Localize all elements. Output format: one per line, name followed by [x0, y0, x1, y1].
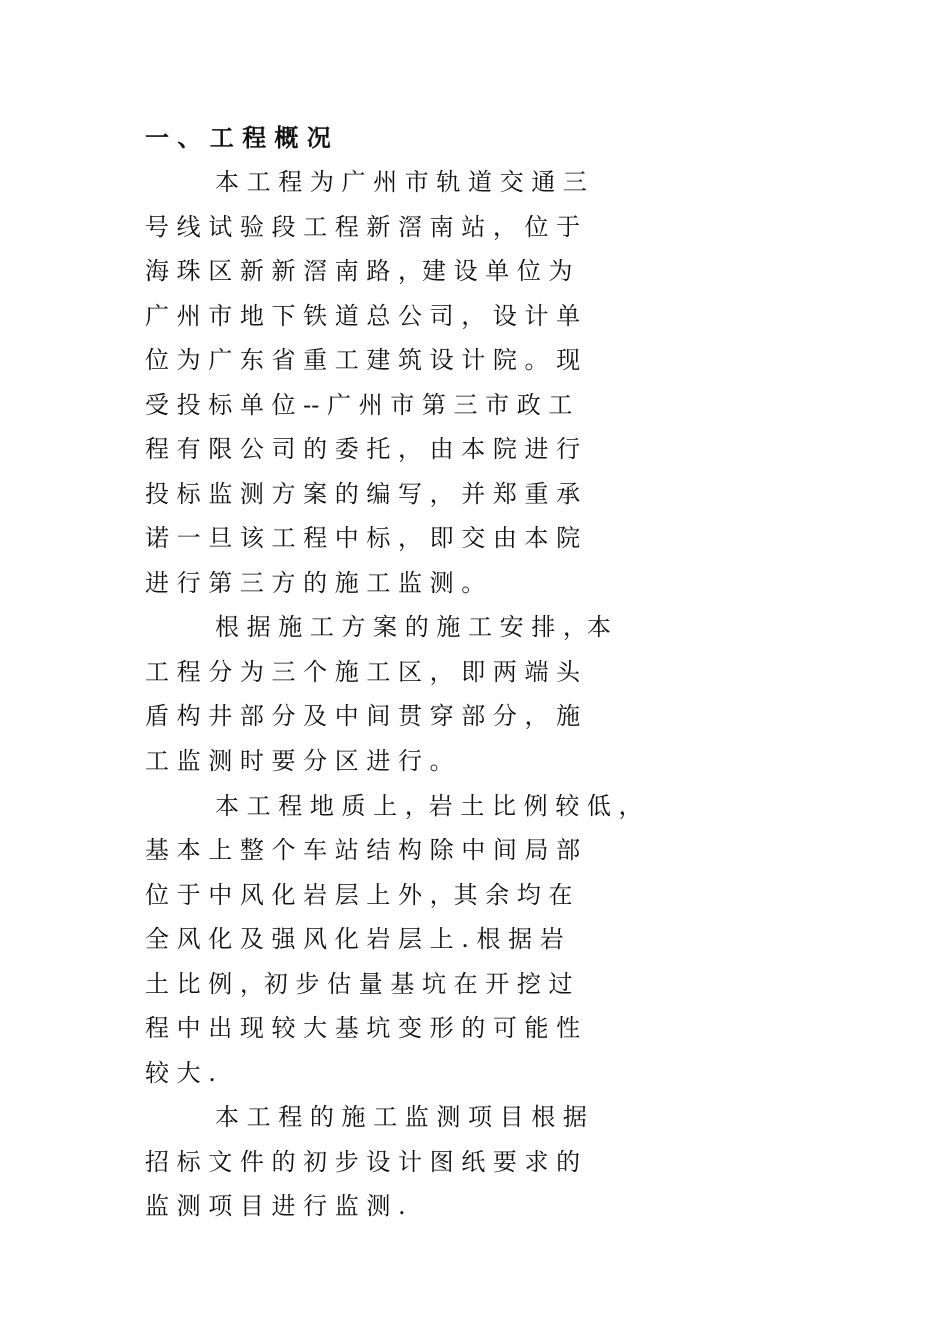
- paragraph-line: 海 珠 区 新 新 滘 南 路 ，建 设 单 位 为: [145, 257, 573, 285]
- paragraph-line: 号 线 试 验 段 工 程 新 滘 南 站 ， 位 于: [145, 213, 581, 241]
- paragraph-line: 程 有 限 公 司 的 委 托 ， 由 本 院 进 行: [145, 435, 581, 463]
- paragraph-line: 受 投 标 单 位 -- 广 州 市 第 三 市 政 工: [145, 391, 573, 419]
- paragraph-line: 根 据 施 工 方 案 的 施 工 安 排 ，本: [215, 613, 611, 641]
- paragraph-line: 程 中 出 现 较 大 基 坑 变 形 的 可 能 性: [145, 1014, 581, 1042]
- paragraph-line: 较 大 .: [145, 1059, 216, 1087]
- section-heading: 一 、 工 程 概 况: [145, 123, 331, 152]
- paragraph-line: 位 于 中 风 化 岩 层 上 外 ，其 余 均 在: [145, 881, 573, 909]
- paragraph-line: 本 工 程 地 质 上 ，岩 土 比 例 较 低 ，: [215, 792, 643, 820]
- paragraph-line: 本 工 程 的 施 工 监 测 项 目 根 据: [215, 1103, 587, 1131]
- paragraph-line: 盾 构 井 部 分 及 中 间 贯 穿 部 分 ， 施: [145, 702, 581, 730]
- paragraph-line: 工 监 测 时 要 分 区 进 行 。: [145, 747, 454, 775]
- paragraph-line: 诺 一 旦 该 工 程 中 标 ， 即 交 由 本 院: [145, 524, 581, 552]
- paragraph-line: 投 标 监 测 方 案 的 编 写 ， 并 郑 重 承: [145, 480, 581, 508]
- paragraph-line: 土 比 例 ，初 步 估 量 基 坑 在 开 挖 过: [145, 970, 573, 998]
- paragraph-line: 本 工 程 为 广 州 市 轨 道 交 通 三: [215, 168, 587, 196]
- paragraph-line: 基 本 上 整 个 车 站 结 构 除 中 间 局 部: [145, 836, 581, 864]
- paragraph-line: 广 州 市 地 下 铁 道 总 公 司 ， 设 计 单: [145, 302, 581, 330]
- paragraph-line: 进 行 第 三 方 的 施 工 监 测 。: [145, 569, 486, 597]
- paragraph-line: 招 标 文 件 的 初 步 设 计 图 纸 要 求 的: [145, 1148, 581, 1176]
- paragraph-line: 全 风 化 及 强 风 化 岩 层 上 . 根 据 岩: [145, 925, 564, 953]
- paragraph-line: 位 为 广 东 省 重 工 建 筑 设 计 院 。 现: [145, 346, 581, 374]
- paragraph-line: 工 程 分 为 三 个 施 工 区 ， 即 两 端 头: [145, 658, 581, 686]
- paragraph-line: 监 测 项 目 进 行 监 测 .: [145, 1192, 406, 1220]
